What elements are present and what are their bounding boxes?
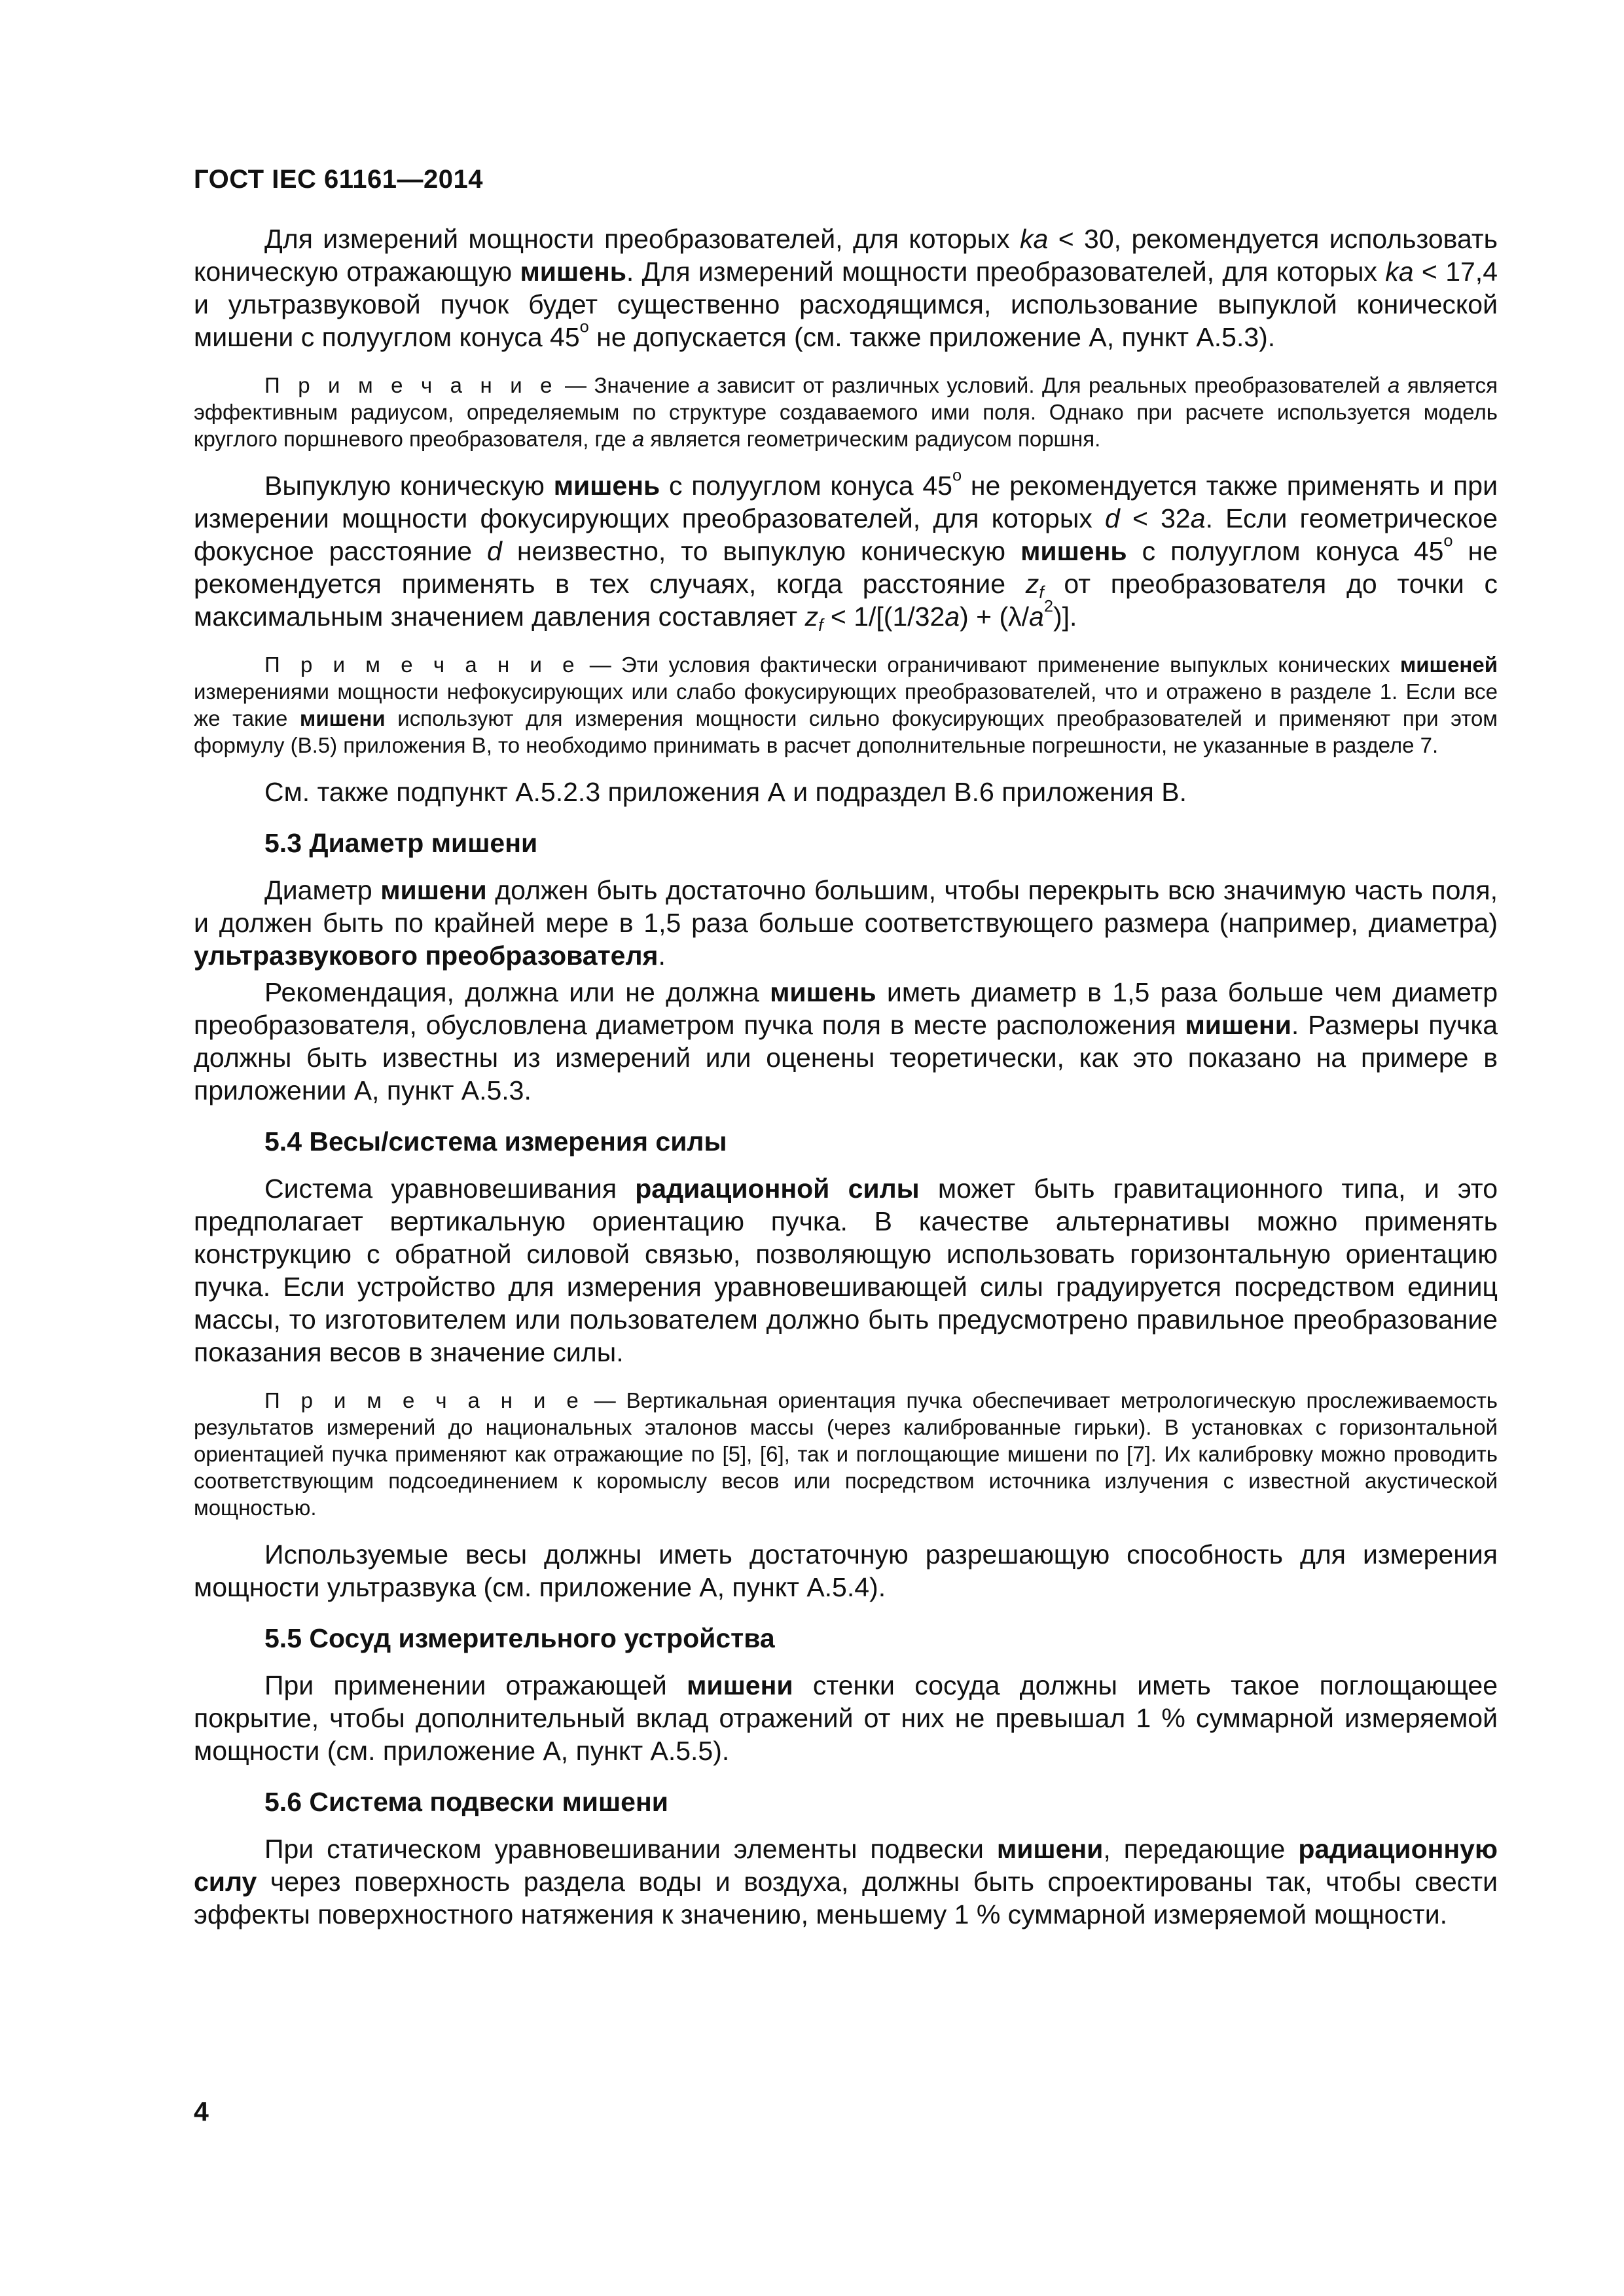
section-heading-5-3: 5.3 Диаметр мишени (264, 828, 538, 858)
note-effective-radius: П р и м е ч а н и е — Значение a зависит от различных условий. Для реальных преобразователей a является эффективным радиусом, определяемым по структуре создаваемого ими поля. Однако при расчете используется модель круглого поршневого преобразователя, где a является геометрическим радиусом поршня. (194, 373, 1498, 451)
note-convex-targets: П р и м е ч а н и е — Эти условия фактически ограничивают применение выпуклых конических мишеней измерениями мощности нефокусирующих или слабо фокусирующих преобразователей, что и отражено в разделе 1. Если все же такие мишени используют для измерения мощности сильно фокусирующих преобразователей и применяют при этом формулу (В.5) приложения В, то необходимо принимать в расчет дополнительные погрешности, не указанные в разделе 7. (194, 653, 1498, 757)
section-heading-5-6: 5.6 Система подвески мишени (264, 1787, 668, 1817)
paragraph-ka-recommendation: Для измерений мощности преобразователей, для которых ka < 30, рекомендуется использовать коническую отражающую мишень. Для измерений мощности преобразователей, для которых ka < 17,4 и ультразвуковой пучок будет существенно расходящимся, использование выпуклой конической мишени с полууглом конуса 45$^o$ не допускается (см. также приложение А, пункт А.5.3). (194, 224, 1498, 352)
paragraph-suspension: При статическом уравновешивании элементы подвески мишени, передающие радиационную силу через поверхность раздела воды и воздуха, должны быть спроектированы так, чтобы свести эффекты поверхностного натяжения к значению, меньшему 1 % суммарной измеряемой мощности. (194, 1834, 1498, 1929)
paragraph-diameter-recommendation: Рекомендация, должна или не должна мишень иметь диаметр в 1,5 раза больше чем диаметр преобразователя, обусловлена диаметром пучка поля в месте расположения мишени. Размеры пучка должны быть известны из измерений или оценены теоретически, как это показано на примере в приложении А, пункт А.5.3. (194, 977, 1498, 1105)
page-number: 4 (194, 2096, 209, 2126)
section-heading-5-5: 5.5 Сосуд измерительного устройства (264, 1623, 775, 1653)
document-header: ГОСТ IEC 61161—2014 (194, 165, 483, 194)
paragraph-see-also: См. также подпункт А.5.2.3 приложения А и подраздел В.6 приложения В. (264, 777, 1187, 807)
paragraph-focusing-transducers: Выпуклую коническую мишень с полууглом конуса 45$^o$ не рекомендуется также применять и при измерении мощности фокусирующих преобразователей, для которых d < 32a. Если геометрическое фокусное расстояние d неизвестно, то выпуклую коническую мишень с полууглом конуса 45$^o$ не рекомендуется применять в тех случаях, когда расстояние $z_f$ от преобразователя до точки с максимальным значением давления составляет $z_f < 1/[(1/32a) + (\lambda/a^2)]$. (194, 466, 1498, 635)
paragraph-target-diameter: Диаметр мишени должен быть достаточно большим, чтобы перекрыть всю значимую часть поля, и должен быть по крайней мере в 1,5 раза больше соответствующего размера (например, диаметра) ультразвукового преобразователя. (194, 875, 1498, 971)
paragraph-balance-resolution: Используемые весы должны иметь достаточную разрешающую способность для измерения мощности ультразвука (см. приложение А, пункт А.5.4). (194, 1539, 1498, 1602)
note-label: П р и м е ч а н и е (264, 653, 580, 677)
note-label: П р и м е ч а н и е (264, 373, 558, 397)
section-heading-5-4: 5.4 Весы/система измерения силы (264, 1126, 727, 1157)
paragraph-balance-system: Система уравновешивания радиационной силы может быть гравитационного типа, и это предполагает вертикальную ориентацию пучка. В качестве альтернативы можно применять конструкцию с обратной силовой связью, позволяющую использовать горизонтальную ориентацию пучка. Если устройство для измерения уравновешивающей силы градуируется посредством единиц массы, то изготовителем или пользователем должно быть предусмотрено правильное преобразование показания весов в значение силы. (194, 1174, 1498, 1367)
note-label: П р и м е ч а н и е (264, 1388, 584, 1412)
page-content (194, 223, 1498, 1949)
paragraph-vessel: При применении отражающей мишени стенки сосуда должны иметь такое поглощающее покрытие, чтобы дополнительный вклад отражений от них не превышал 1 % суммарной измеряемой мощности (см. приложение А, пункт А.5.5). (194, 1670, 1498, 1766)
note-vertical-orientation: П р и м е ч а н и е — Вертикальная ориентация пучка обеспечивает метрологическую прослеживаемость результатов измерений до национальных эталонов массы (через калиброванные гирьки). В установках с горизонтальной ориентацией пучка применяют как отражающие по [5], [6], так и поглощающие мишени по [7]. Их калибровку можно проводить соответствующим подсоединением к коромыслу весов или посредством источника излучения с известной акустической мощностью. (194, 1388, 1498, 1520)
